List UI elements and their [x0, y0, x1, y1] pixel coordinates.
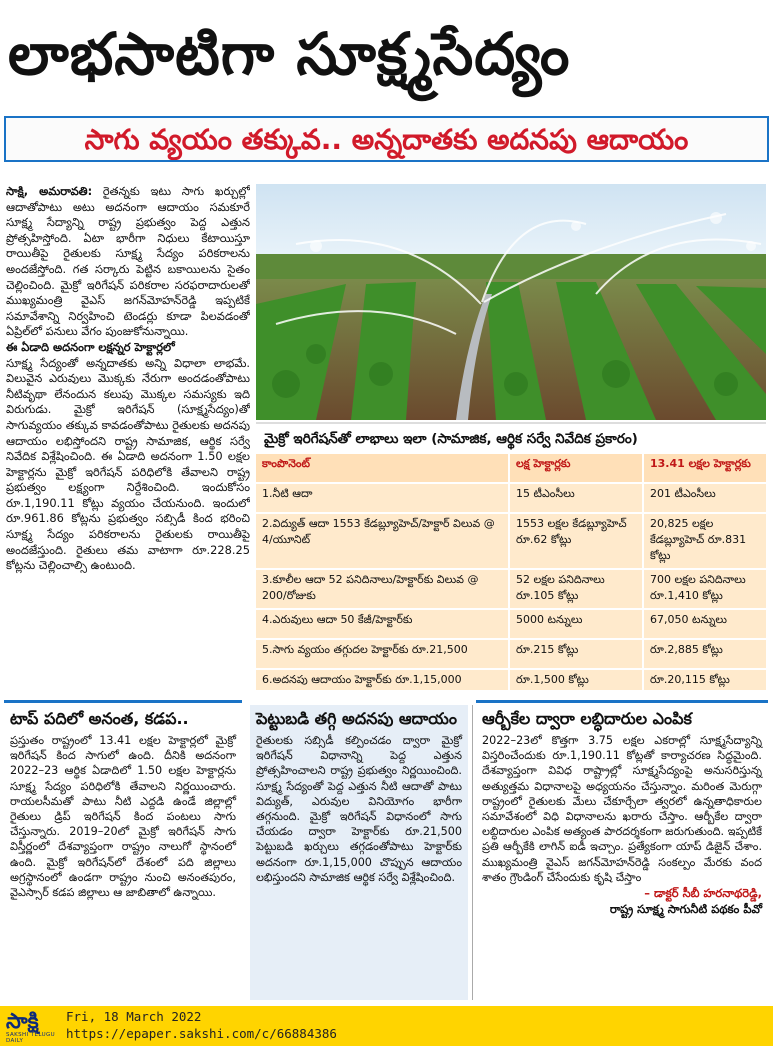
table-title: మైక్రో ఇరిగేషన్‌తో లాభాలు ఇలా (సామాజిక, ఆర్థిక సర్వే నివేదిక ప్రకారం) — [256, 424, 766, 454]
signature-name: – డాక్టర్ సీబీ హరనాథరెడ్డి, — [644, 886, 762, 901]
table-cell: 1553 లక్షల కేడబ్ల్యూహెచ్ రూ.62 కోట్లు — [509, 513, 643, 569]
logo-subtext: SAKSHI TELUGU DAILY — [6, 1032, 56, 1044]
table-cell: 201 టీఎంసీలు — [643, 483, 766, 513]
sprinkler-field-photo — [256, 184, 766, 420]
table-cell: 5000 టన్నులు — [509, 609, 643, 639]
table-row — [256, 669, 766, 699]
dateline: సాక్షి, అమరావతి: — [6, 184, 93, 198]
benefits-table-box — [256, 422, 766, 690]
table-header-cell: 13.41 లక్షల హెక్టార్లకు — [643, 454, 766, 483]
box-rbk-selection — [476, 705, 768, 1000]
table-cell: 15 టీఎంసీలు — [509, 483, 643, 513]
table-cell: రూ.2,885 కోట్లు — [643, 639, 766, 669]
table-header-cell: కాంపొనెంట్ — [256, 454, 509, 483]
table-cell: 1.నీటి ఆదా — [256, 483, 509, 513]
table-row — [256, 513, 766, 569]
table-cell: 52 లక్షల పనిదినాలు రూ.105 కోట్లు — [509, 569, 643, 609]
table-cell: 4.ఎరువులు ఆదా 50 కేజీ/హెక్టార్‌కు — [256, 609, 509, 639]
box-left-heading: టాప్ పదిలో అనంత, కడప.. — [10, 709, 189, 728]
column-divider — [472, 705, 473, 1000]
table-cell: 6.అదనపు ఆదాయం హెక్టార్‌కు రూ.1,15,000 — [256, 669, 509, 699]
box-mid-body: రైతులకు సబ్సిడీ కల్పించడం ద్వారా మైక్రో ఇరిగేషన్ విధానాన్ని పెద్ద ఎత్తున ప్రోత్సహించాలని రాష్ట్ర ప్రభుత్వం నిర్ణయించింది. సూక్ష్మ సేద్యంతో పెద్ద ఎత్తున నీటి ఆదాతో పాటు విద్యుత్, ఎరువుల వినియోగం భారీగా తగ్గనుంది. మైక్రో ఇరిగేషన్ విధానంలో సాగు చేయడం ద్వారా హెక్టార్‌కు రూ.21,500 పెట్టుబడి ఖర్చులు తగ్గడంతోపాటు హెక్టార్‌కు అదనంగా రూ.1,15,000 చొప్పున ఆదాయం లభిస్తుందని సామాజిక ఆర్థిక సర్వే విశ్లేషించింది. — [256, 734, 462, 884]
box-investment-income — [250, 705, 468, 1000]
table-cell: 2.విద్యుత్ ఆదా 1553 కేడబ్ల్యూహెచ్/హెక్టార్ విలువ @ 4/యూనిట్ — [256, 513, 509, 569]
lead-article — [6, 184, 250, 692]
box-left-body: ప్రస్తుతం రాష్ట్రంలో 13.41 లక్షల హెక్టార్లలో మైక్రో ఇరిగేషన్ కింద సాగులో ఉంది. దీనికి అదనంగా 2022–23 ఆర్థిక ఏడాదిలో 1.50 లక్షల హెక్టార్లను సూక్ష్మ సేద్యం పరిధిలోకి తేవాలని నిర్ణయించారు. రాయలసీమతో పాటు నీటి ఎద్దడి ఉండే జిల్లాల్లో రైతులు డ్రిప్ ఇరిగేషన్ కింద పంటలు సాగు చేస్తున్నారు. 2019–20లో మైక్రో ఇరిగేషన్ సాగు విస్తీర్ణంలో దేశవ్యాప్తంగా రాష్ట్రం నాలుగో స్థానంలో ఉంది. మైక్రో ఇరిగేషన్‌లో దేశంలో పది జిల్లాలు అగ్రస్థానంలో ఉండగా రాష్ట్రం నుంచి అనంతపురం, వైఎస్సార్ కడప జిల్లాలు ఆ జాబితాలో ఉన్నాయి. — [10, 734, 236, 900]
box-right-body: 2022–23లో కొత్తగా 3.75 లక్షల ఎకరాల్లో సూక్ష్మసేద్యాన్ని విస్తరించేందుకు రూ.1,190.11 కోట్లతో కార్యాచరణ సిద్ధమైంది. దేశవ్యాప్తంగా వివిధ రాష్ట్రాల్లో సూక్ష్మసేద్యంపై అనుసరిస్తున్న అత్యుత్తమ విధానాలపై అధ్యయనం చేస్తున్నాం. మరింత మెరుగ్గా రాష్ట్రంలో రైతులకు మేలు చేకూర్చేలా త్వరలో ఉన్నతాధికారుల సమావేశంలో విధి విధానాలను ఖరారు చేస్తాం. ఆర్బీకేల ద్వారా లబ్ధిదారుల ఎంపిక అత్యంత పారదర్శకంగా జరుగుతుంది. ఇప్పటికే ప్రతి ఆర్బీకేకి లాగిన్ ఐడీ ఇచ్చాం. ప్రత్యేకంగా యాప్ డిజైన్ చేశాం. ముఖ్యమంత్రి వైఎస్ జగన్‌మోహన్‌రెడ్డి సంకల్పం మేరకు వంద శాతం గ్రౌండింగ్ చేసేందుకు కృషి చేస్తాం — [482, 734, 762, 884]
table-cell: 5.సాగు వ్యయం తగ్గుదల హెక్టార్‌కు రూ.21,500 — [256, 639, 509, 669]
table-cell: 67,050 టన్నులు — [643, 609, 766, 639]
table-row — [256, 483, 766, 513]
box-right-rule — [476, 700, 768, 703]
table-cell: 3.కూలీల ఆదా 52 పనిదినాలు/హెక్టార్‌కు విలువ @ 200/రోజుకు — [256, 569, 509, 609]
footer-url-link[interactable]: https://epaper.sakshi.com/c/66884386 — [66, 1026, 337, 1041]
table-cell: రూ.20,115 కోట్లు — [643, 669, 766, 699]
box-left-rule — [4, 700, 242, 703]
box-top-ten-districts — [4, 705, 242, 1000]
lead-paragraph-2: సూక్ష్మ సేద్యంతో అన్నదాతకు అన్ని విధాలా లాభమే. విలువైన ఎరువులు మొక్కకు నేరుగా అందడంతోపాటు నీటివృథా లేనందున కలుపు మొక్కల సమస్యకు ఇది విరుగుడు. మైక్రో ఇరిగేషన్ (సూక్ష్మసేద్యం)తో సాగువ్యయం తక్కువ కావడంతోపాటు రైతులకు అదనపు ఆదాయం లభిస్తోందని రాష్ట్ర సామాజిక, ఆర్థిక సర్వే నివేదిక విశ్లేషించింది. ఈ ఏడాది అదనంగా 1.50 లక్షల హెక్టార్లను మైక్రో ఇరిగేషన్ పరిధిలోకి తేవాలని రాష్ట్ర ప్రభుత్వం లక్ష్యంగా నిర్దేశించింది. ఇందుకోసం రూ.1,190.11 కోట్లు వ్యయం చేయనుంది. ఇందులో రూ.961.86 కోట్లను ప్రభుత్వం సబ్సిడీ కింద భరించి సూక్ష్మ సేద్యం పరికరాలను రైతులకు రాయితీపై అందజేస్తుంది. రైతులు తమ వాటాగా రూ.228.25 కోట్లను చెల్లించాల్సి ఉంటుంది. — [6, 355, 250, 573]
table-header-row — [256, 454, 766, 483]
table-cell: రూ.1,500 కోట్లు — [509, 669, 643, 699]
lead-subhead: ఈ ఏడాది అదనంగా లక్షన్నర హెక్టార్లలో — [6, 339, 175, 354]
table-row — [256, 609, 766, 639]
table-cell: 700 లక్షల పనిదినాలు రూ.1,410 కోట్లు — [643, 569, 766, 609]
lead-paragraph-1: రైతన్నకు ఇటు సాగు ఖర్చుల్లో ఆదాతోపాటు అటు అదనంగా ఆదాయం సమకూరే సూక్ష్మ సేద్యాన్ని రాష్ట్ర ప్రభుత్వం పెద్ద ఎత్తున ప్రోత్సహిస్తోంది. ఏటా భారీగా నిధులు కేటాయిస్తూ రాయితీపై రైతులకు సూక్ష్మ సేద్యం పరికరాలను అందజేస్తోంది. గత సర్కారు పెట్టిన బకాయిలను సైతం చెల్లించింది. మైక్రో ఇరిగేషన్ పరికరాల సరఫరాదారులతో ముఖ్యమంత్రి వైఎస్ జగన్‌మోహన్‌రెడ్డి ఇప్పటికే సమావేశాన్ని నిర్వహించి టెండర్లు కూడా పిలవడంతో ఏప్రిల్‌లో పనులు వేగం పుంజుకోనున్నాయి. — [6, 184, 250, 339]
logo-text: సాక్షి — [6, 1009, 39, 1033]
table-row — [256, 569, 766, 609]
box-mid-heading: పెట్టుబడి తగ్గి అదనపు ఆదాయం — [256, 709, 457, 728]
table-row — [256, 639, 766, 669]
table-cell: 20,825 లక్షల కేడబ్ల్యూహెచ్ రూ.831 కోట్లు — [643, 513, 766, 569]
footer-bar — [0, 1006, 773, 1046]
footer-date: Fri, 18 March 2022 — [66, 1009, 202, 1024]
benefits-table — [256, 454, 766, 700]
signature-title: రాష్ట్ర సూక్ష్మ సాగునీటి పథకం పీవో — [609, 902, 762, 917]
headline: లాభసాటిగా సూక్ష్మసేద్యం — [8, 20, 571, 88]
table-cell: రూ.215 కోట్లు — [509, 639, 643, 669]
box-right-heading: ఆర్బీకేల ద్వారా లబ్ధిదారుల ఎంపిక — [482, 709, 692, 728]
sakshi-logo[interactable] — [6, 1010, 62, 1042]
table-header-cell: లక్ష హెక్టార్లకు — [509, 454, 643, 483]
subheadline: సాగు వ్యయం తక్కువ.. అన్నదాతకు అదనపు ఆదాయం — [4, 116, 769, 162]
